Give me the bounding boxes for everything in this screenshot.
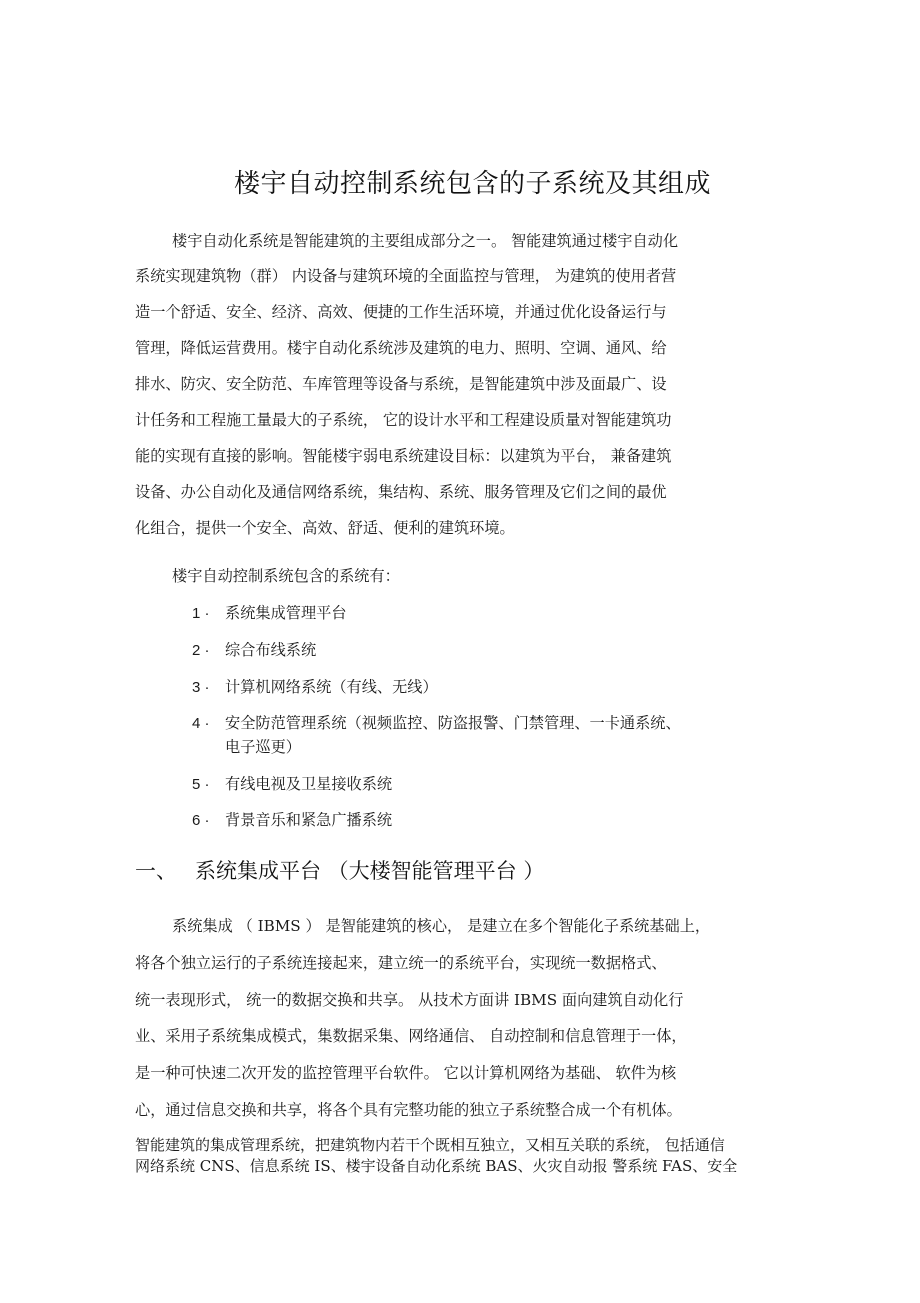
- list-number: 2 ·: [192, 642, 210, 659]
- list-text: 综合布线系统: [225, 641, 317, 659]
- list-item: [192, 774, 392, 795]
- paragraph-line: 造一个舒适、安全、经济、高效、便捷的工作生活环境，并通过优化设备运行与: [135, 303, 667, 321]
- list-item-continuation: 电子巡更）: [225, 738, 301, 756]
- list-number: 4 ·: [192, 715, 210, 732]
- paragraph-line: 楼宇自动化系统是智能建筑的主要组成部分之一。 智能建筑通过楼宇自动化: [172, 232, 679, 250]
- paragraph-line: 将各个独立运行的子系统连接起来，建立统一的系统平台，实现统一数据格式、: [135, 954, 667, 972]
- paragraph-line: 智能建筑的集成管理系统，把建筑物内若干个既相互独立，又相互关联的系统， 包括通信: [135, 1136, 725, 1154]
- list-item: [192, 603, 347, 624]
- paragraph-line: 系统实现建筑物（群） 内设备与建筑环境的全面监控与管理， 为建筑的使用者营: [135, 267, 677, 285]
- paragraph-line: 排水、防灾、安全防范、车库管理等设备与系统，是智能建筑中涉及面最广、设: [135, 375, 667, 393]
- list-text: 安全防范管理系统（视频监控、防盗报警、门禁管理、一卡通系统、: [225, 714, 681, 732]
- section-heading: [135, 855, 544, 885]
- paragraph-line: 是一种可快速二次开发的监控管理平台软件。 它以计算机网络为基础、 软件为核: [135, 1064, 677, 1082]
- list-item: [192, 677, 438, 698]
- list-item: [192, 640, 316, 661]
- list-item: [192, 713, 681, 734]
- paragraph-line: 化组合，提供一个安全、高效、舒适、便利的建筑环境。: [135, 519, 515, 537]
- paragraph-line: 业、采用子系统集成模式，集数据采集、网络通信、 自动控制和信息管理于一体，: [135, 1027, 687, 1045]
- paragraph-line: 设备、办公自动化及通信网络系统，集结构、系统、服务管理及它们之间的最优: [135, 483, 667, 501]
- list-text: 有线电视及卫星接收系统: [225, 775, 393, 793]
- list-text: 系统集成管理平台: [225, 604, 347, 622]
- list-text: 背景音乐和紧急广播系统: [225, 811, 393, 829]
- list-number: 5 ·: [192, 776, 210, 793]
- list-item: [192, 810, 392, 831]
- paragraph-line: 统一表现形式， 统一的数据交换和共享。 从技术方面讲 IBMS 面向建筑自动化行: [135, 991, 684, 1009]
- paragraph-line: 网络系统 CNS、信息系统 IS、楼宇设备自动化系统 BAS、火灾自动报 警系统 FAS、安全: [135, 1157, 738, 1175]
- paragraph-line: 系统集成 （ IBMS ） 是智能建筑的核心， 是建立在多个智能化子系统基础上，: [172, 917, 711, 935]
- list-text: 计算机网络系统（有线、无线）: [225, 678, 438, 696]
- list-number: 1 ·: [192, 605, 210, 622]
- list-number: 6 ·: [192, 812, 210, 829]
- section-number: 一、: [135, 859, 177, 883]
- paragraph-line: 管理，降低运营费用。楼宇自动化系统涉及建筑的电力、照明、空调、通风、给: [135, 339, 667, 357]
- paragraph-line: 心，通过信息交换和共享，将各个具有完整功能的独立子系统整合成一个有机体。: [135, 1101, 682, 1119]
- paragraph-line: 能的实现有直接的影响。智能楼宇弱电系统建设目标：以建筑为平台， 兼备建筑: [135, 447, 672, 465]
- section-title: 系统集成平台 （大楼智能管理平台 ）: [195, 859, 545, 883]
- document-title: 楼宇自动控制系统包含的子系统及其组成: [234, 169, 712, 199]
- paragraph-line: 计任务和工程施工量最大的子系统， 它的设计水平和工程建设质量对智能建筑功: [135, 411, 672, 429]
- list-number: 3 ·: [192, 679, 210, 696]
- list-intro: 楼宇自动控制系统包含的系统有：: [172, 567, 400, 585]
